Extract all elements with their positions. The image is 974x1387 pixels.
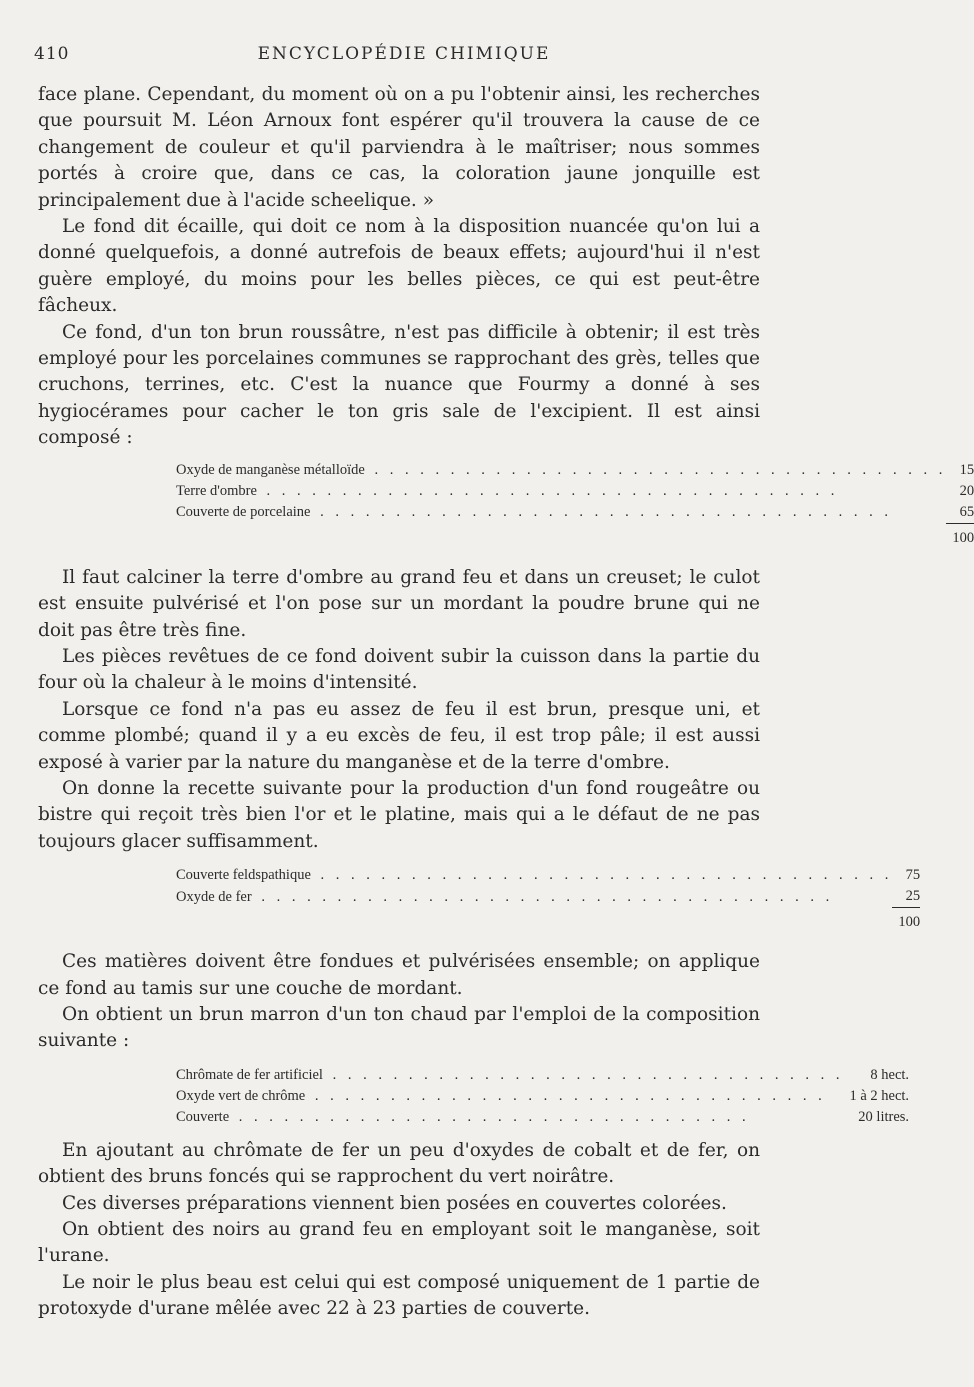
paragraph: Ces matières doivent être fondues et pulvérisées ensemble; on applique ce fond au tamis sur une couche de mordant.: [38, 951, 760, 999]
paragraph: On obtient un brun marron d'un ton chaud par l'emploi de la composition suivante :: [38, 1003, 760, 1052]
running-title: ENCYCLOPÉDIE CHIMIQUE: [257, 44, 551, 64]
recipe-row: Oxyde vert de chrôme . . . . . . . . . . . . . . . . . . . . . . . . . . . . . . . . . . 1 à 2 hect.: [176, 1086, 909, 1107]
ingredient-name: Couverte de porcelaine: [176, 504, 311, 521]
paragraph: Les pièces revêtues de ce fond doivent subir la cuisson dans la partie du four où la chaleur à le moins d'intensité.: [38, 645, 760, 694]
recipe-row: Couverte de porcelaine . . . . . . . . . . . . . . . . . . . . . . . . . . . . . . . . . . . . . . 65: [176, 502, 974, 524]
ingredient-quantity: 20: [959, 482, 974, 499]
ingredient-quantity: 20 litres.: [858, 1108, 910, 1125]
ingredient-quantity: 15: [959, 461, 974, 478]
page-body: [38, 82, 974, 1323]
paragraph: Ce fond, d'un ton brun roussâtre, n'est pas difficile à obtenir; il est très employé pour les porcelaines communes se rapprochant des grès, telles que cruchons, terrines, etc. C'est la nuance que Fourmy a donné à ses hygiocérames pour cacher le ton gris sale de l'excipient. Il est ainsi composé :: [38, 321, 760, 449]
paragraph: Le noir le plus beau est celui qui est composé uniquement de 1 partie de protoxyde d'urane mêlée avec 22 à 23 parties de couverte.: [38, 1271, 760, 1320]
ingredient-quantity: 25: [905, 888, 921, 905]
ingredient-name: Oxyde de manganèse métalloïde: [176, 461, 365, 478]
ingredient-quantity: 75: [905, 867, 921, 884]
paragraph: On obtient des noirs au grand feu en employant soit le manganèse, soit l'urane.: [38, 1219, 760, 1267]
recipe-row: Couverte feldspathique . . . . . . . . . . . . . . . . . . . . . . . . . . . . . . . . . . . . . . 75: [176, 865, 920, 886]
paragraph: En ajoutant au chrômate de fer un peu d'oxydes de cobalt et de fer, on obtient des bruns foncés qui se rapprochent du vert noirâtre.: [38, 1139, 760, 1188]
ingredient-name: Couverte feldspathique: [176, 867, 311, 884]
paragraph: face plane. Cependant, du moment où on a pu l'obtenir ainsi, les recherches que poursuit M. Léon Arnoux font espérer qu'il trouvera la cause de ce changement de couleur et qu'il parviendra à le maîtriser; nous sommes portés à croire que, dans ce cas, la coloration jaune jonquille est principalement due à l'acide scheelique. »: [38, 84, 760, 211]
recipe-total: 100: [892, 908, 920, 934]
page-number: 410: [34, 44, 70, 64]
ingredient-name: Couverte: [176, 1108, 230, 1125]
ingredient-name: Oxyde de fer: [176, 888, 252, 905]
recipe-total-row: [176, 908, 920, 934]
paragraph: Lorsque ce fond n'a pas eu assez de feu il est brun, presque uni, et comme plombé; quand il y a eu excès de feu, il est trop pâle; il est aussi exposé à varier par la nature du manganèse et de la terre d'ombre.: [38, 698, 760, 773]
ingredient-name: Terre d'ombre: [176, 482, 257, 499]
ingredient-quantity: 65: [959, 503, 974, 520]
paragraph: On donne la recette suivante pour la production d'un fond rougeâtre ou bistre qui reçoit très bien l'or et le platine, mais qui a le défaut de ne pas toujours glacer suffisamment.: [38, 777, 760, 852]
recipe-table-ecaille: [176, 460, 974, 549]
recipe-row: Oxyde de manganèse métalloïde . . . . . . . . . . . . . . . . . . . . . . . . . . . . . . . . . . . . . . 15: [176, 460, 974, 481]
ingredient-quantity: 1 à 2 hect.: [849, 1087, 910, 1104]
ingredient-quantity: 8 hect.: [870, 1066, 910, 1083]
paragraph: Le fond dit écaille, qui doit ce nom à la disposition nuancée qu'on lui a donné quelquefois, a donné autrefois de beaux effets; aujourd'hui il n'est guère employé, du moins pour les belles pièces, ce qui est peut-être fâcheux.: [38, 216, 760, 317]
ingredient-name: Oxyde vert de chrôme: [176, 1087, 306, 1104]
recipe-total-row: [176, 523, 974, 549]
recipe-table-bistre: [176, 865, 920, 933]
paragraph: Il faut calciner la terre d'ombre au grand feu et dans un creuset; le culot est ensuite pulvérisé et l'on pose sur un mordant la poudre brune qui ne doit pas être très fine.: [38, 566, 760, 641]
recipe-table-brun-marron: [176, 1065, 909, 1128]
ingredient-name: Chrômate de fer artificiel: [176, 1066, 323, 1083]
recipe-row: Oxyde de fer . . . . . . . . . . . . . . . . . . . . . . . . . . . . . . . . . . . . . . 25: [176, 886, 920, 908]
recipe-row: Chrômate de fer artificiel . . . . . . . . . . . . . . . . . . . . . . . . . . . . . . . . . . 8 hect.: [176, 1065, 909, 1086]
recipe-row: Couverte . . . . . . . . . . . . . . . . . . . . . . . . . . . . . . . . . . 20 litres.: [176, 1107, 909, 1128]
paragraph: Ces diverses préparations viennent bien posées en couvertes colorées.: [62, 1192, 727, 1214]
recipe-total: 100: [946, 523, 974, 549]
recipe-row: Terre d'ombre . . . . . . . . . . . . . . . . . . . . . . . . . . . . . . . . . . . . . . 20: [176, 481, 974, 502]
